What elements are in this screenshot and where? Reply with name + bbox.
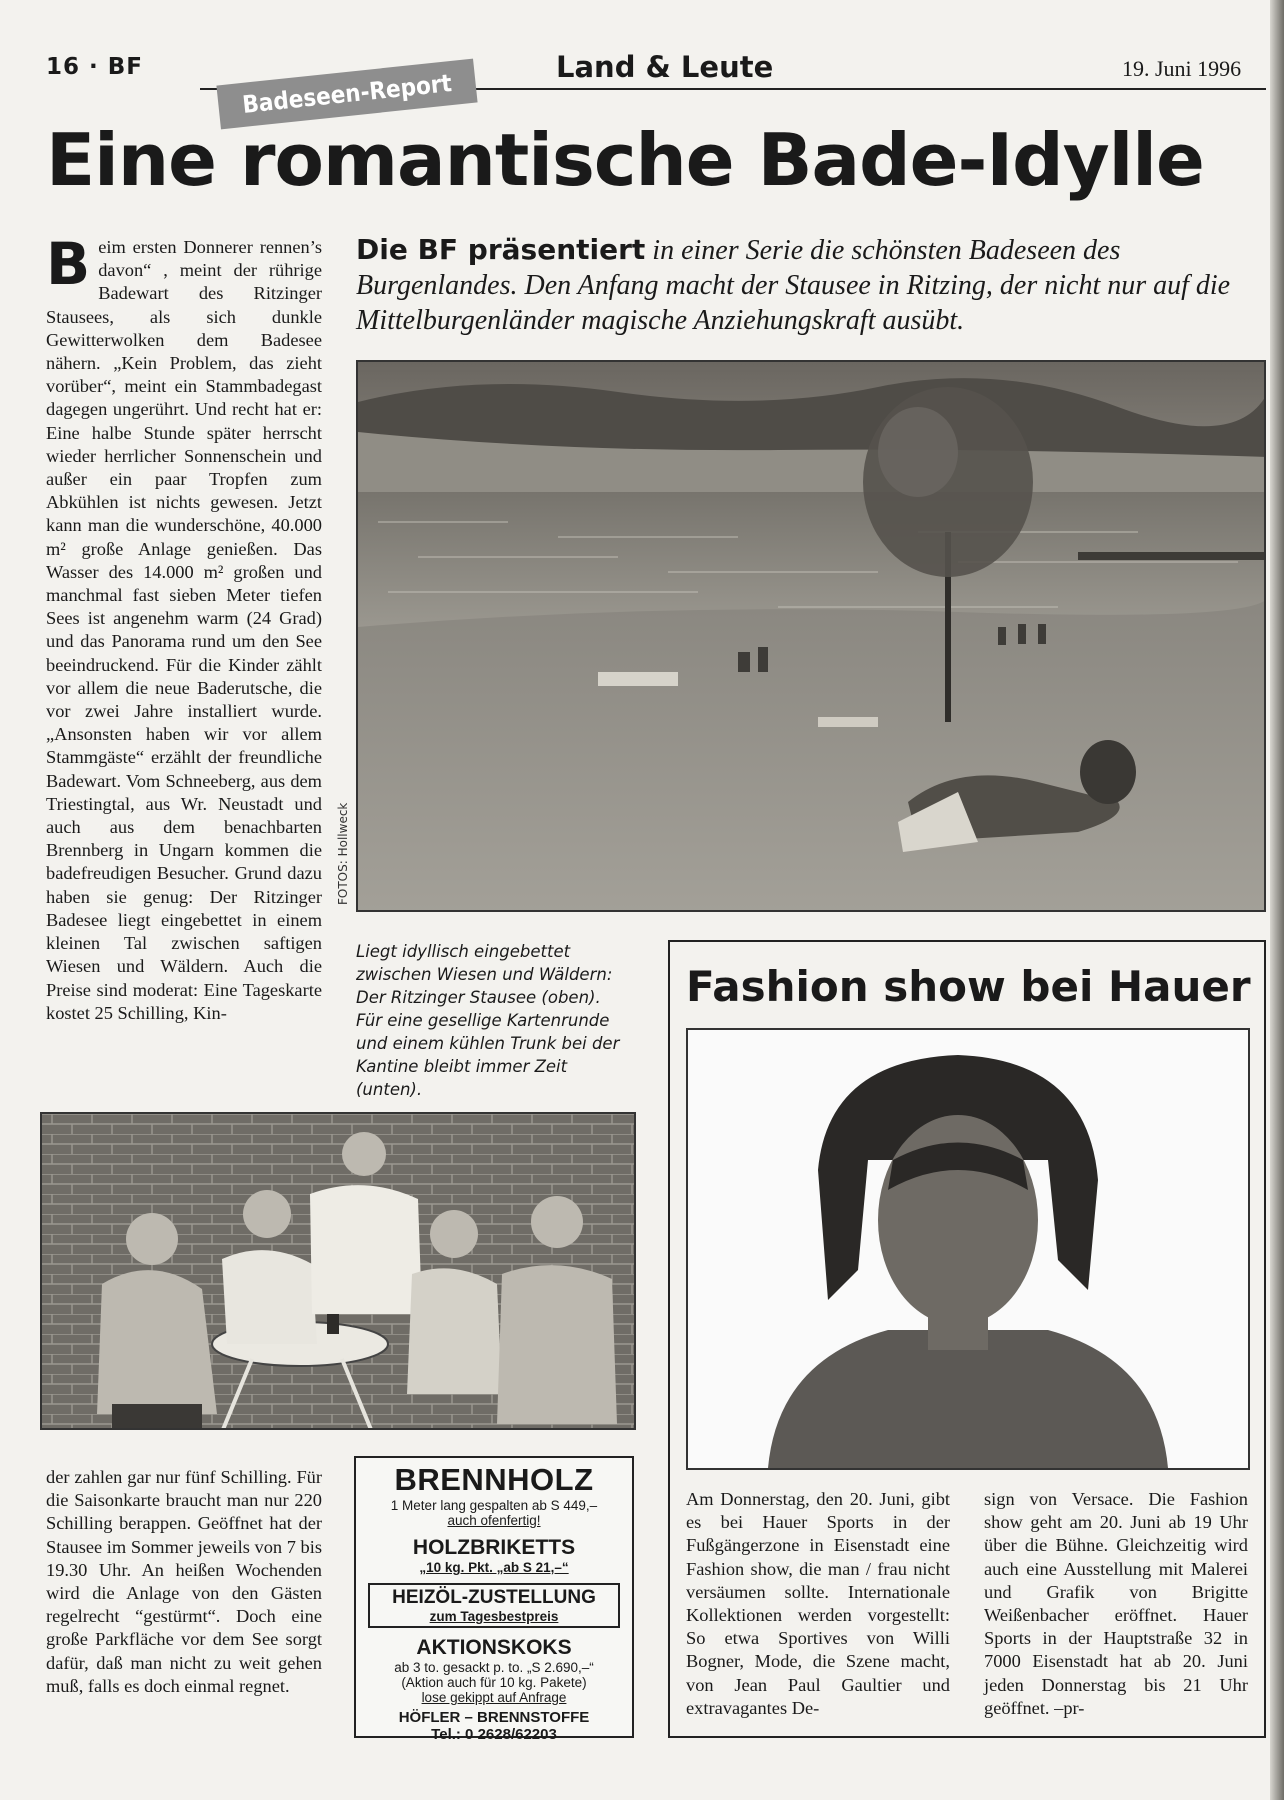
ad-phone: Tel.: 0 2628/62203 bbox=[431, 1726, 557, 1743]
article-body-text-1: eim ersten Donnerer rennen’s davon“ , meint der rührige Badewart des Ritzinger Stausees, als sich dunkle Gewitterwolken dem Badesee nähern. „Kein Problem, das zieht vorüber“, meint ein Stammbadegast dagegen ungerührt. Und recht hat er: Eine halbe Stunde später herrscht wieder herrlicher Sonnenschein und außer ein paar Tropfen zum Abkühlen ist nichts gewesen. Jetzt kann man die wunderschöne, 40.000 m² große Anlage genießen. Das Wasser des 14.000 m² großen und manchmal fast sieben Meter tiefen Sees ist angenehm warm (24 Grad) und das Panorama rund um den See beeindruckend. Für die Kinder zählt vor allem die neue Baderutsche, die vor zwei Jahre installiert wurde. „Ansonsten haben wir vor allem Stammgäste“ erzählt der freundliche Badewart. Vom Schneeberg, aus dem Triestingtal, aus Wr. Neustadt und auch aus dem benachbarten Brennberg in Ungarn kommen die badefreudigen Besucher. Grund dazu haben sie genug: Der Ritzinger Badesee liegt eingebettet in einem kleinen Tal zwischen saftigen Wiesen und Wäldern. Auch die Preise sind moderat: Eine Tageskarte kostet 25 Schilling, Kin- bbox=[46, 237, 322, 1023]
headline: Eine romantische Bade-Idylle bbox=[46, 118, 1204, 202]
model-portrait bbox=[686, 1028, 1250, 1470]
lake-scene-image bbox=[358, 362, 1266, 912]
ad-item-coke-price: ab 3 to. gesackt p. to. „S 2.690,–“ bbox=[394, 1660, 594, 1675]
page-number: 16 · BF bbox=[46, 54, 144, 80]
lead-bold: Die BF präsentiert bbox=[356, 233, 646, 266]
card-players-image bbox=[42, 1114, 636, 1430]
ad-company: HÖFLER – BRENNSTOFFE bbox=[398, 1709, 590, 1726]
ad-item-coke: AKTIONSKOKS bbox=[416, 1636, 572, 1659]
article-body-column-1 bbox=[46, 230, 322, 1025]
lead-text: in einer Serie die schönsten Badeseen des Burgenlandes. Den Anfang macht der Stausee in Ritzing, der nicht nur auf die Mittelburgenländer magische Anziehungskraft ausübt. bbox=[356, 235, 1231, 336]
ad-heating-oil-box bbox=[368, 1583, 620, 1628]
report-badge: Badeseen-Report bbox=[216, 59, 477, 130]
ad-item-heating-oil: HEIZÖL-ZUSTELLUNG bbox=[392, 1587, 596, 1608]
lake-photo bbox=[356, 360, 1266, 912]
article-body-column-2: der zahlen gar nur fünf Schilling. Für die Saisonkarte braucht man nur 220 Schilling berappen. Geöffnet hat der Stausee im Sommer jeweils von 7 bis 19.30 Uhr. An heißen Wochenden wird die Anlage von den Gästen regelrecht “gestürmt“. Doch eine große Parkfläche vor dem See sorgt dafür, daß man nicht zu weit gehen muß, falls es doch einmal regnet. bbox=[46, 1467, 322, 1696]
photo-credit: FOTOS: Hollweck bbox=[336, 802, 350, 905]
firewood-ad bbox=[354, 1456, 634, 1743]
card-players-photo bbox=[40, 1112, 636, 1430]
ad-item-heating-oil-sub: zum Tagesbestpreis bbox=[429, 1609, 559, 1624]
ad-line-1: 1 Meter lang gespalten ab S 449,– bbox=[390, 1498, 598, 1513]
ad-title: BRENNHOLZ bbox=[394, 1462, 594, 1497]
ad-item-briquettes: HOLZBRIKETTS bbox=[412, 1536, 576, 1559]
section-title: Land & Leute bbox=[556, 50, 774, 84]
model-portrait-image bbox=[688, 1030, 1248, 1468]
issue-date: 19. Juni 1996 bbox=[1122, 56, 1242, 81]
page-edge-shadow bbox=[1270, 0, 1284, 1800]
drop-cap: B bbox=[46, 230, 91, 298]
ad-item-briquettes-price: „10 kg. Pkt. „ab S 21,–“ bbox=[419, 1560, 569, 1575]
ad-item-coke-loose: lose gekippt auf Anfrage bbox=[421, 1690, 567, 1705]
fashion-body-column-2: sign von Versace. Die Fashion show geht am 20. Juni ab 19 Uhr über die Bühne. Gleichzeitig wird auch eine Ausstellung mit Malerei und Grafik von Brigitte Weißenbacher eröffnet. Hauer Sports in der Hauptstraße 32 in 7000 Eisenstadt hat ab 20. Juni jeden Donnerstag bis 21 Uhr geöffnet. –pr- bbox=[984, 1489, 1248, 1718]
lead-paragraph bbox=[356, 232, 1266, 338]
fashion-title: Fashion show bei Hauer bbox=[686, 962, 1251, 1011]
photo-caption: Liegt idyllisch eingebettet zwischen Wiesen und Wäldern: Der Ritzinger Stausee (oben). Für eine gesellige Kartenrunde und einem kühlen Trunk bei der Kantine bleibt immer Zeit (unten). bbox=[356, 942, 620, 1099]
ad-line-2: auch ofenfertig! bbox=[447, 1513, 541, 1528]
fashion-body-column-1: Am Donnerstag, den 20. Juni, gibt es bei Hauer Sports in der Fußgängerzone in Eisenstadt eine Fashion show, die man / frau nicht versäumen sollte. Internationale Kollektionen werden vorgestellt: So etwa Sportives von Willi Bogner, Mode, die Szene macht, von Jean Paul Gaultier und extravagantes De- bbox=[686, 1489, 950, 1718]
ad-item-coke-note: (Aktion auch für 10 kg. Pakete) bbox=[401, 1675, 587, 1690]
